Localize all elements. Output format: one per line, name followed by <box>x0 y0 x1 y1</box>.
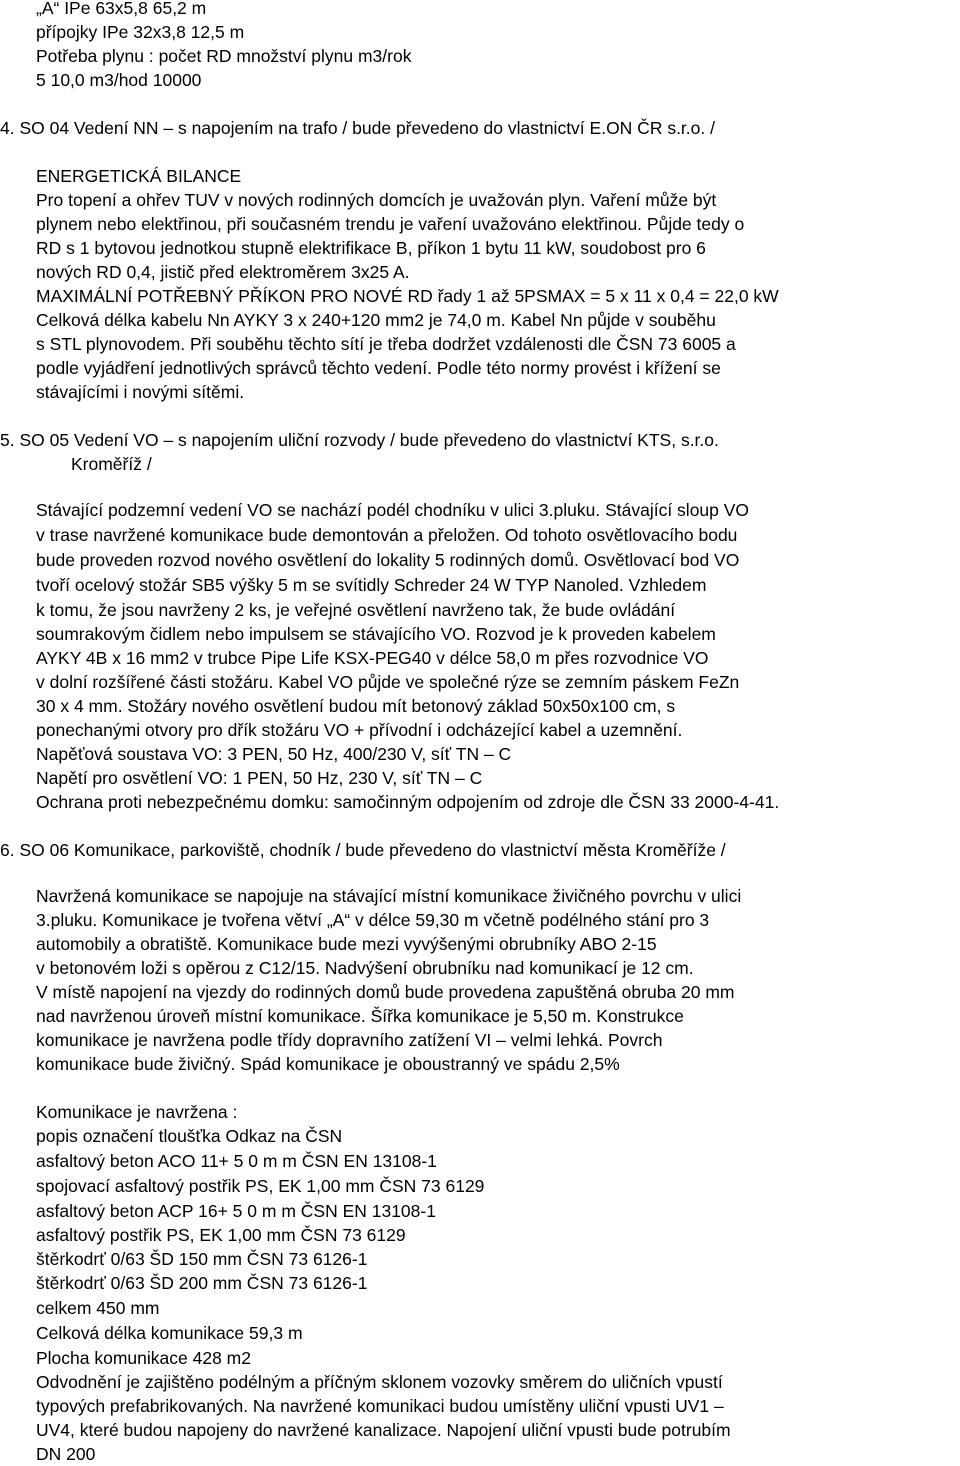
layer-row: asfaltový beton ACO 11+ 5 0 m m ČSN EN 13108-1 <box>36 1151 437 1171</box>
section-6-line: v betonovém loži s opěrou z C12/15. Nadvýšení obrubníku nad komunikací je 12 cm. <box>36 958 694 978</box>
section-4-line: ENERGETICKÁ BILANCE <box>36 166 242 186</box>
layer-row: spojovací asfaltový postřik PS, EK 1,00 mm ČSN 73 6129 <box>36 1176 485 1196</box>
road-area: Plocha komunikace 428 m2 <box>36 1348 251 1368</box>
drainage-line: Odvodnění je zajištěno podélným a příčným sklonem vozovky směrem do uličních vpustí <box>36 1372 723 1392</box>
section-5-line: Napěťová soustava VO: 3 PEN, 50 Hz, 400/230 V, síť TN – C <box>36 744 512 764</box>
section-6-line: komunikace bude živičný. Spád komunikace je oboustranný ve spádu 2,5% <box>36 1054 620 1074</box>
section-4-line: podle vyjádření jednotlivých správců těchto vedení. Podle této normy provést i křížení se <box>36 358 721 378</box>
section-6-line: Navržená komunikace se napojuje na stávající místní komunikace živičného povrchu v ulici <box>36 886 742 906</box>
section-5-line: 30 x 4 mm. Stožáry nového osvětlení budou mít betonový základ 50x50x100 cm, s <box>36 696 676 716</box>
section-5-line: bude proveden rozvod nového osvětlení do lokality 5 rodinných domů. Osvětlovací bod VO <box>36 550 740 570</box>
layers-heading: Komunikace je navržena : <box>36 1102 238 1122</box>
layer-row: asfaltový beton ACP 16+ 5 0 m m ČSN EN 13108-1 <box>36 1201 436 1221</box>
section-4-line: Celková délka kabelu Nn AYKY 3 x 240+120 mm2 je 74,0 m. Kabel Nn půjde v souběhu <box>36 310 716 330</box>
section-5-line: k tomu, že jsou navrženy 2 ks, je veřejné osvětlení navrženo tak, že bude ovládání <box>36 600 676 620</box>
section-6-line: nad navrženou úroveň místní komunikace. Šířka komunikace je 5,50 m. Konstrukce <box>36 1006 684 1026</box>
section-4-line: plynem nebo elektřinou, při současném trendu je vaření uvažováno elektřinou. Půjde tedy o <box>36 214 745 234</box>
section-5-line: Ochrana proti nebezpečnému domku: samočinným odpojením od zdroje dle ČSN 33 2000-4-41. <box>36 792 780 812</box>
gas-demand-values: 5 10,0 m3/hod 10000 <box>36 70 202 90</box>
section-5-line: Stávající podzemní vedení VO se nachází podél chodníku v ulici 3.pluku. Stávající sloup VO <box>36 500 750 520</box>
section-5-line: v trase navržené komunikace bude demontován a přeložen. Od tohoto osvětlovacího bodu <box>36 525 738 545</box>
gas-demand-header: Potřeba plynu : počet RD množství plynu m3/rok <box>36 46 412 66</box>
layers-column-header: popis označení tloušťka Odkaz na ČSN <box>36 1126 343 1146</box>
section-5-line: AYKY 4B x 16 mm2 v trubce Pipe Life KSX-PEG40 v délce 58,0 m přes rozvodnice VO <box>36 648 709 668</box>
layer-row: štěrkodrť 0/63 ŠD 200 mm ČSN 73 6126-1 <box>36 1273 368 1293</box>
pipe-line-a: „A“ IPe 63x5,8 65,2 m <box>36 0 207 18</box>
section-4-line: RD s 1 bytovou jednotkou stupně elektrifikace B, příkon 1 bytu 11 kW, soudobost pro 6 <box>36 238 706 258</box>
road-length: Celková délka komunikace 59,3 m <box>36 1323 303 1343</box>
section-5-line: soumrakovým čidlem nebo impulsem se stávajícího VO. Rozvod je k proveden kabelem <box>36 624 716 644</box>
section-5-line: ponechanými otvory pro dřík stožáru VO + přívodní i odcházející kabel a uzemnění. <box>36 720 683 740</box>
layers-total: celkem 450 mm <box>36 1298 160 1318</box>
section-5-heading-cont: Kroměříž / <box>71 454 152 474</box>
section-6-line: V místě napojení na vjezdy do rodinných domů bude provedena zapuštěná obruba 20 mm <box>36 982 735 1002</box>
section-6-heading: 6. SO 06 Komunikace, parkoviště, chodník / bude převedeno do vlastnictví města Kroměříže / <box>0 840 726 860</box>
section-5-line: v dolní rozšířené části stožáru. Kabel VO půjde ve společné rýze se zemním páskem FeZn <box>36 672 740 692</box>
section-6-line: 3.pluku. Komunikace je tvořena větví „A“ v délce 59,30 m včetně podélného stání pro 3 <box>36 910 710 930</box>
section-4-line: stávajícími i novými sítěmi. <box>36 382 245 402</box>
section-4-line: MAXIMÁLNÍ POTŘEBNÝ PŘÍKON PRO NOVÉ RD řady 1 až 5PSMAX = 5 x 11 x 0,4 = 22,0 kW <box>36 286 779 306</box>
drainage-line: typových prefabrikovaných. Na navržené komunikaci budou umístěny uliční vpusti UV1 – <box>36 1396 724 1416</box>
section-4-heading: 4. SO 04 Vedení NN – s napojením na trafo / bude převedeno do vlastnictví E.ON ČR s.r.o. / <box>0 118 715 138</box>
section-4-line: s STL plynovodem. Při souběhu těchto sítí je třeba dodržet vzdálenosti dle ČSN 73 6005 a <box>36 334 736 354</box>
layer-row: štěrkodrť 0/63 ŠD 150 mm ČSN 73 6126-1 <box>36 1249 368 1269</box>
section-6-line: komunikace je navržena podle třídy dopravního zatížení VI – velmi lehká. Povrch <box>36 1030 663 1050</box>
drainage-line: UV4, které budou napojeny do navržené kanalizace. Napojení uliční vpusti bude potrubím <box>36 1420 731 1440</box>
section-5-heading: 5. SO 05 Vedení VO – s napojením uliční rozvody / bude převedeno do vlastnictví KTS, s.r.o. <box>0 430 719 450</box>
section-4-line: Pro topení a ohřev TUV v nových rodinných domcích je uvažován plyn. Vaření může být <box>36 190 717 210</box>
section-5-line: tvoří ocelový stožár SB5 výšky 5 m se svítidly Schreder 24 W TYP Nanoled. Vzhledem <box>36 575 707 595</box>
section-4-line: nových RD 0,4, jistič před elektroměrem 3x25 A. <box>36 262 410 282</box>
drainage-line: DN 200 <box>36 1444 96 1464</box>
section-6-line: automobily a obratiště. Komunikace bude mezi vyvýšenými obrubníky ABO 2-15 <box>36 934 657 954</box>
section-5-line: Napětí pro osvětlení VO: 1 PEN, 50 Hz, 230 V, síť TN – C <box>36 768 483 788</box>
pipe-connections: přípojky IPe 32x3,8 12,5 m <box>36 22 245 42</box>
layer-row: asfaltový postřik PS, EK 1,00 mm ČSN 73 6129 <box>36 1225 406 1245</box>
